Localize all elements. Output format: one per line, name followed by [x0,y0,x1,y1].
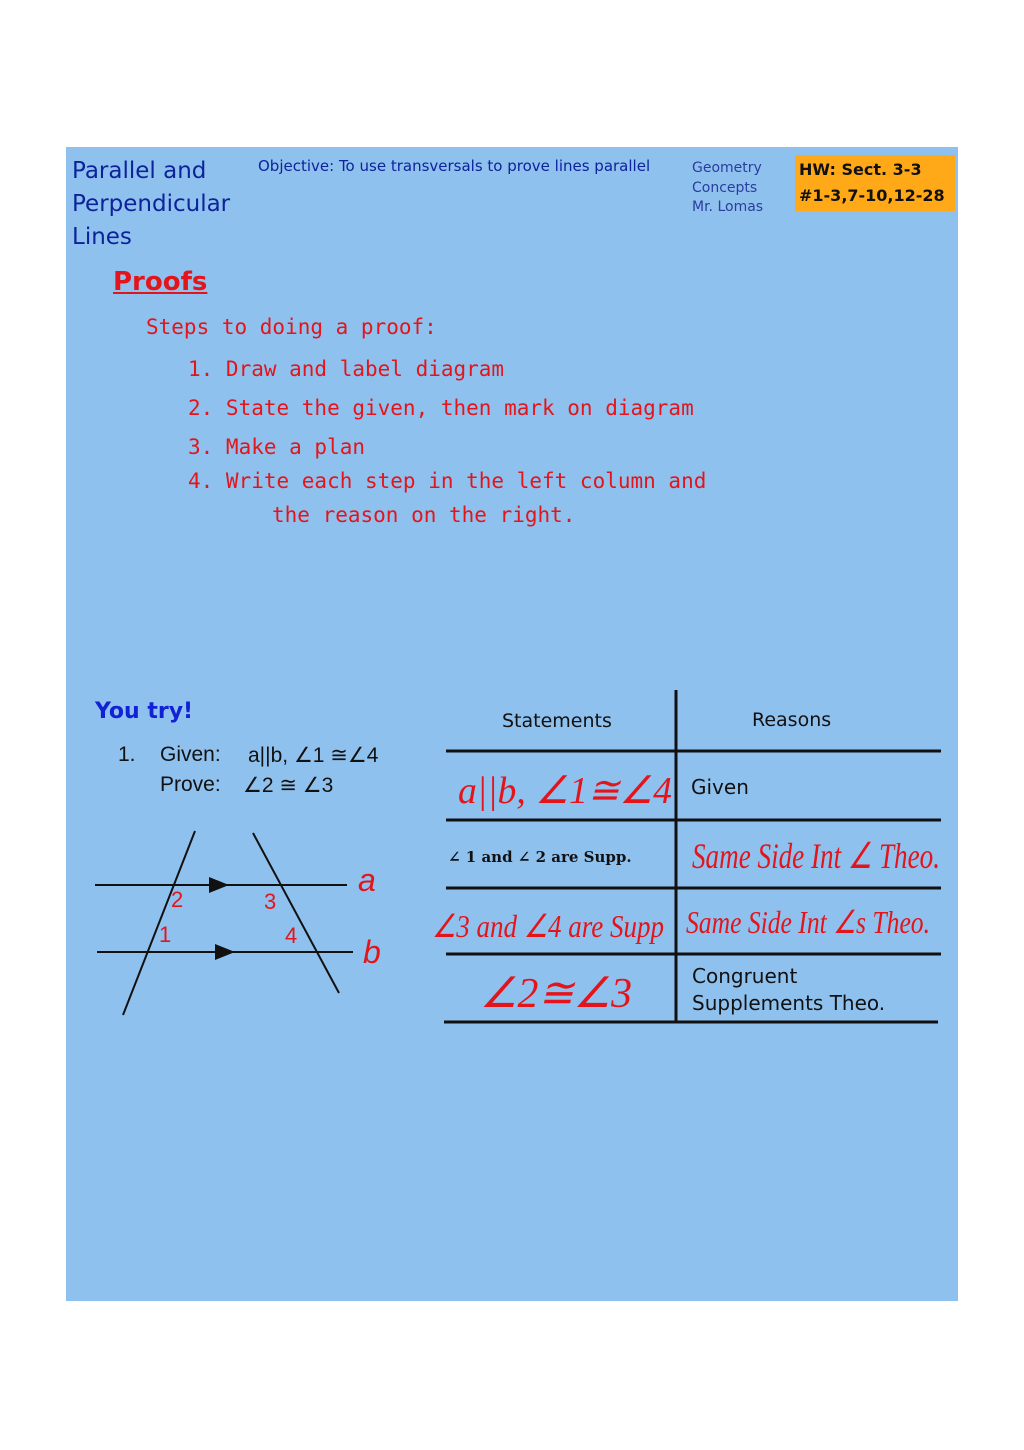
col-statements-header: Statements [502,710,612,732]
statement-1: a||b, ∠1≅∠4 [458,770,672,812]
title-line-3: Lines [72,224,132,250]
step-4-continued: the reason on the right. [272,503,576,527]
proofs-heading: Proofs [113,267,208,297]
statement-4: ∠2≅∠3 [480,971,632,1017]
prove-label: Prove: [160,773,221,796]
line-a-label: a [358,862,376,898]
angle-label-2: 2 [171,887,184,912]
course-info [692,159,763,218]
given-statement: a||b, ∠1 ≅∠4 [248,744,379,767]
angle-label-3: 3 [264,889,277,914]
slide [66,147,958,1301]
col-reasons-header: Reasons [752,709,832,731]
course-line-3: Mr. Lomas [692,199,764,215]
prove-statement: ∠2 ≅ ∠3 [243,774,334,797]
hw-section: HW: Sect. 3-3 [799,160,922,179]
problem-number: 1. [118,743,136,766]
statement-2: ∠ 1 and ∠ 2 are Supp. [448,848,632,866]
step-2: 2. State the given, then mark on diagram [188,396,694,420]
angle-label-4: 4 [285,923,298,948]
given-label: Given: [160,743,221,766]
title-line-1: Parallel and [72,158,207,184]
step-1: 1. Draw and label diagram [188,357,505,381]
reason-1: Given [691,775,749,799]
title-line-2: Perpendicular [72,191,231,217]
step-4: 4. Write each step in the left column and [188,469,707,493]
reason-3: Same Side Int ∠s Theo. [686,904,930,940]
you-try-heading: You try! [95,699,194,724]
reason-4-line-1: Congruent [692,964,798,988]
course-line-2: Concepts [692,179,758,196]
reason-4-line-2: Supplements Theo. [692,991,886,1015]
homework-box [795,155,955,211]
statement-3: ∠3 and ∠4 are Supp [432,908,664,944]
objective-text: Objective: To use transversals to prove lines parallel [258,157,651,175]
course-line-1: Geometry [692,160,762,176]
angle-label-1: 1 [159,922,172,947]
transversal-diagram [91,825,391,1025]
step-3: 3. Make a plan [188,435,366,459]
line-b-label: b [363,934,381,970]
steps-heading: Steps to doing a proof: [146,315,437,339]
reason-2: Same Side Int ∠ Theo. [692,836,940,876]
page-title [72,155,230,254]
proof-table [432,690,944,1035]
hw-problems: #1-3,7-10,12-28 [799,186,945,205]
